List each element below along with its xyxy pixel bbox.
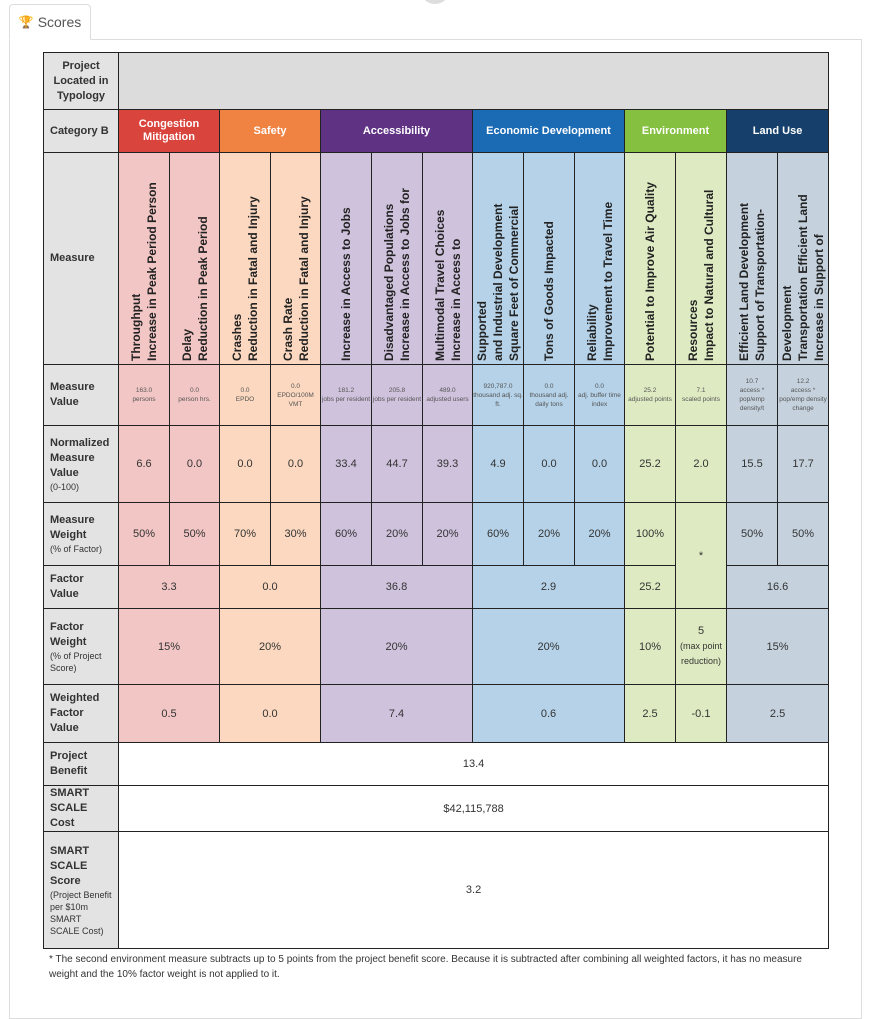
- normalized-label: Normalized Measure Value (0-100): [44, 426, 119, 503]
- measure-value: 163.0 persons: [132, 387, 156, 403]
- normalized-value: 0.0: [524, 426, 575, 503]
- score-label: SMART SCALE Score (Project Benefit per $10m SMART SCALE Cost): [44, 832, 119, 949]
- factor-weight: 20%: [321, 609, 473, 685]
- tab-label: Scores: [37, 14, 82, 30]
- measure-name: Development Transportation Efficient Land Increase in Support of: [780, 194, 827, 361]
- top-decoration: [420, 0, 450, 4]
- normalized-value: 33.4: [321, 426, 372, 503]
- factor-weight: 15%: [119, 609, 220, 685]
- normalized-value: 0.0: [575, 426, 625, 503]
- measure-name: Potential to Improve Air Quality: [643, 182, 657, 361]
- normalized-value: 0.0: [170, 426, 220, 503]
- measure-value: 181.2 jobs per resident: [321, 387, 371, 403]
- weighted-label: Weighted Factor Value: [44, 685, 119, 743]
- benefit-row: [44, 743, 829, 786]
- normalized-value: 17.7: [778, 426, 829, 503]
- normalized-value: 25.2: [625, 426, 676, 503]
- measure-weight: 50%: [119, 503, 170, 566]
- measure-value: 25.2 adjusted points: [628, 387, 672, 403]
- measure-weight-env2: *: [676, 503, 727, 609]
- measure-name: Increase in Access to Jobs: [339, 207, 353, 361]
- measure-name: Disadvantaged Populations Increase in Access to Jobs for: [382, 188, 412, 361]
- measure-weight: 50%: [778, 503, 829, 566]
- category-environment: Environment: [625, 110, 727, 153]
- factor-weight: 15%: [727, 609, 829, 685]
- weighted-value: 7.4: [321, 685, 473, 743]
- normalized-row: [44, 426, 829, 503]
- measure-weight: 50%: [727, 503, 778, 566]
- measure-name: Crash Rate Reduction in Fatal and Injury: [280, 196, 311, 361]
- score-value: 3.2: [119, 832, 829, 949]
- measure-value: 0.0 adj. buffer time index: [578, 382, 621, 408]
- factor-value: 36.8: [321, 566, 473, 609]
- trophy-icon: 🏆: [18, 15, 34, 29]
- normalized-value: 44.7: [372, 426, 423, 503]
- measure-weight: 60%: [321, 503, 372, 566]
- normalized-value: 4.9: [473, 426, 524, 503]
- category-accessibility: Accessibility: [321, 110, 473, 153]
- measure-name: Crashes Reduction in Fatal and Injury: [230, 196, 260, 361]
- category-congestion: Congestion Mitigation: [119, 110, 220, 153]
- factor-weight-env2: 5 (max point reduction): [676, 609, 727, 685]
- measure-value: 10.7 access * pop/emp density/t: [739, 378, 765, 412]
- measure-name: Throughput Increase in Peak Period Person: [129, 182, 159, 361]
- factor-value: 0.0: [220, 566, 321, 609]
- weighted-value: 0.0: [220, 685, 321, 743]
- cost-value: $42,115,788: [119, 786, 829, 832]
- benefit-label: Project Benefit: [44, 743, 119, 786]
- score-row: [44, 832, 829, 949]
- measure-weight: 20%: [524, 503, 575, 566]
- measure-weight: 100%: [625, 503, 676, 566]
- factor-weight-label: Factor Weight (% of Project Score): [44, 609, 119, 685]
- measure-value: 12.2 access * pop/emp density change: [779, 378, 827, 412]
- normalized-value: 2.0: [676, 426, 727, 503]
- measure-name: Multimodal Travel Choices Increase in Access to: [432, 209, 463, 361]
- measure-value-row: [44, 365, 829, 426]
- measure-weight: 60%: [473, 503, 524, 566]
- measure-weight: 20%: [575, 503, 625, 566]
- measure-value: 0.0 EPDO/100M VMT: [277, 382, 314, 408]
- measure-name: Efficient Land Development Support of Transportation-: [737, 202, 767, 361]
- factor-value: 16.6: [727, 566, 829, 609]
- weighted-value: 2.5: [727, 685, 829, 743]
- footnote: * The second environment measure subtracts up to 5 points from the project benefit score. Because it is subtracted after combining all weighted factors, it has no measure weight and the 10% factor weight is not applied to it.: [49, 954, 802, 980]
- measure-value: 7.1 scaled points: [682, 387, 720, 403]
- measure-name: Supported and Industrial Development Square Feet of Commercial: [475, 203, 521, 361]
- weighted-value: 0.6: [473, 685, 625, 743]
- measure-weight: 20%: [372, 503, 423, 566]
- normalized-value: 0.0: [271, 426, 321, 503]
- measure-weight: 30%: [271, 503, 321, 566]
- typology-value: [119, 53, 829, 110]
- measure-name: Reliability Improvement to Travel Time: [584, 201, 615, 361]
- measure-weight: 50%: [170, 503, 220, 566]
- factor-weight: 20%: [473, 609, 625, 685]
- measure-weight: 70%: [220, 503, 271, 566]
- factor-value: 25.2: [625, 566, 676, 609]
- measure-name: Delay Reduction in Peak Period: [179, 216, 210, 361]
- cost-label: SMART SCALE Cost: [44, 786, 119, 832]
- category-land-use: Land Use: [727, 110, 829, 153]
- measure-row: [44, 153, 829, 365]
- measure-value: 0.0 person hrs.: [178, 387, 211, 403]
- cost-row: [44, 786, 829, 832]
- weighted-value: 2.5: [625, 685, 676, 743]
- measure-value: 920,787.0 thousand adj. sq. ft.: [473, 382, 523, 408]
- normalized-value: 0.0: [220, 426, 271, 503]
- normalized-value: 15.5: [727, 426, 778, 503]
- category-safety: Safety: [220, 110, 321, 153]
- factor-weight: 10%: [625, 609, 676, 685]
- measure-name: Tons of Goods Impacted: [542, 221, 556, 361]
- scores-table: [43, 52, 829, 949]
- normalized-value: 6.6: [119, 426, 170, 503]
- normalized-value: 39.3: [423, 426, 473, 503]
- measure-name: Resources Impact to Natural and Cultural: [686, 189, 716, 361]
- measure-value-label: Measure Value: [44, 365, 119, 426]
- weight-label: Measure Weight (% of Factor): [44, 503, 119, 566]
- measure-value: 205.8 jobs per resident: [372, 387, 422, 403]
- factor-weight-row: [44, 609, 829, 685]
- category-label: Category B: [44, 110, 119, 153]
- measure-value: 0.0 EPDO: [235, 387, 255, 403]
- weighted-value: -0.1: [676, 685, 727, 743]
- typology-label: Project Located in Typology: [44, 53, 119, 110]
- measure-value: 0.0 thousand adj. daily tons: [529, 382, 569, 408]
- category-row: [44, 110, 829, 153]
- typology-row: [44, 53, 829, 110]
- tab-scores[interactable]: [9, 4, 91, 40]
- weight-row: [44, 503, 829, 566]
- factor-weight: 20%: [220, 609, 321, 685]
- factor-value: 2.9: [473, 566, 625, 609]
- weighted-value: 0.5: [119, 685, 220, 743]
- factor-value: 3.3: [119, 566, 220, 609]
- measure-label: Measure: [44, 153, 119, 365]
- factor-value-label: Factor Value: [44, 566, 119, 609]
- weighted-row: [44, 685, 829, 743]
- category-economic: Economic Development: [473, 110, 625, 153]
- measure-weight: 20%: [423, 503, 473, 566]
- benefit-value: 13.4: [119, 743, 829, 786]
- measure-value: 489.0 adjusted users: [426, 387, 469, 403]
